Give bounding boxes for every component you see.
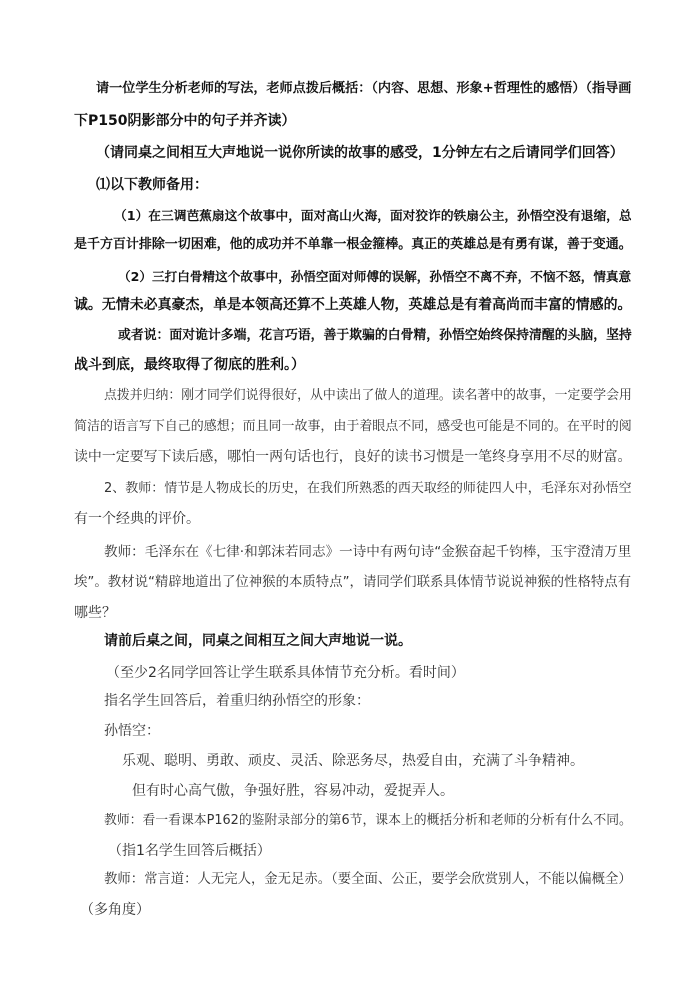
text-line: 指名学生回答后，着重归纳孙悟空的形象： — [104, 693, 370, 709]
text-line: 有一个经典的评价。 — [74, 511, 200, 527]
text-line: （至少2名同学回答让学生联系具体情节充分析。看时间） — [106, 665, 465, 681]
text-line: （2）三打白骨精这个故事中，孙悟空面对师傅的误解，孙悟空不离不弃，不恼不怒，情真意 — [118, 269, 632, 284]
text-line: 点拨并归纳：刚才同学们说得很好，从中读出了做人的道理。读名著中的故事，一定要学会用 — [104, 388, 632, 403]
text-line: 教师：看一看课本P162的鉴附录部分的第6节，课本上的概括分析和老师的分析有什么不同。 — [104, 813, 632, 828]
text-line: 诚。无情未必真豪杰，单是本领高还算不上英雄人物，英雄总是有着高尚而丰富的情感的。 — [74, 297, 632, 313]
text-line: 但有时心高气傲，争强好胜，容易冲动，爱捉弄人。 — [132, 783, 454, 799]
text-line: （1）在三调芭蕉扇这个故事中，面对高山火海，面对狡诈的铁扇公主，孙悟空没有退缩，总 — [114, 208, 632, 223]
text-line: 请一位学生分析老师的写法，老师点拨后概括：（内容、思想、形象+哲理性的感悟）（指导画 — [96, 81, 632, 96]
text-line: （请同桌之间相互大声地说一说你所读的故事的感受，1分钟左右之后请同学们回答） — [96, 145, 624, 161]
text-line: （多角度） — [80, 902, 150, 918]
text-line: 简洁的语言写下自己的感想；而且同一故事，由于着眼点不同，感受也可能是不同的。在平时的阅 — [74, 419, 632, 434]
text-line: 下P150阴影部分中的句子并齐读） — [74, 113, 296, 129]
text-line: 哪些？ — [74, 605, 116, 621]
text-line: 是千方百计排除一切困难，他的成功并不单靠一根金箍棒。真正的英雄总是有勇有谋，善于变通。 — [74, 237, 632, 252]
text-line: 孙悟空： — [104, 723, 160, 739]
text-line: 教师：常言道：人无完人，金无足赤。（要全面、公正，要学会欣赏别人，不能以偏概全） — [104, 872, 632, 887]
text-line: ⑴以下教师备用： — [96, 177, 208, 193]
text-line: 请前后桌之间，同桌之间相互之间大声地说一说。 — [104, 633, 412, 649]
text-line: 2、教师：情节是人物成长的历史，在我们所熟悉的西天取经的师徒四人中，毛泽东对孙悟空 — [104, 481, 632, 496]
text-line: 乐观、聪明、勇敢、顽皮、灵活、除恶务尽，热爱自由，充满了斗争精神。 — [122, 753, 584, 769]
text-line: 读中一定要写下读后感，哪怕一两句话也行，良好的读书习惯是一笔终身享用不尽的财富。 — [74, 449, 632, 465]
text-line: 埃”。教材说“精辟地道出了位神猴的本质特点”，请同学们联系具体情节说说神猴的性格特点有 — [74, 575, 632, 590]
text-line: （指1名学生回答后概括） — [108, 843, 271, 859]
text-line: 教师：毛泽东在《七律·和郭沫若同志》一诗中有两句诗“金猴奋起千钧棒，玉宇澄清万里 — [104, 544, 632, 560]
text-line: 战斗到底，最终取得了彻底的胜利。） — [74, 357, 305, 373]
text-line: 或者说：面对诡计多端，花言巧语，善于欺骗的白骨精，孙悟空始终保持清醒的头脑，坚持 — [118, 328, 632, 343]
